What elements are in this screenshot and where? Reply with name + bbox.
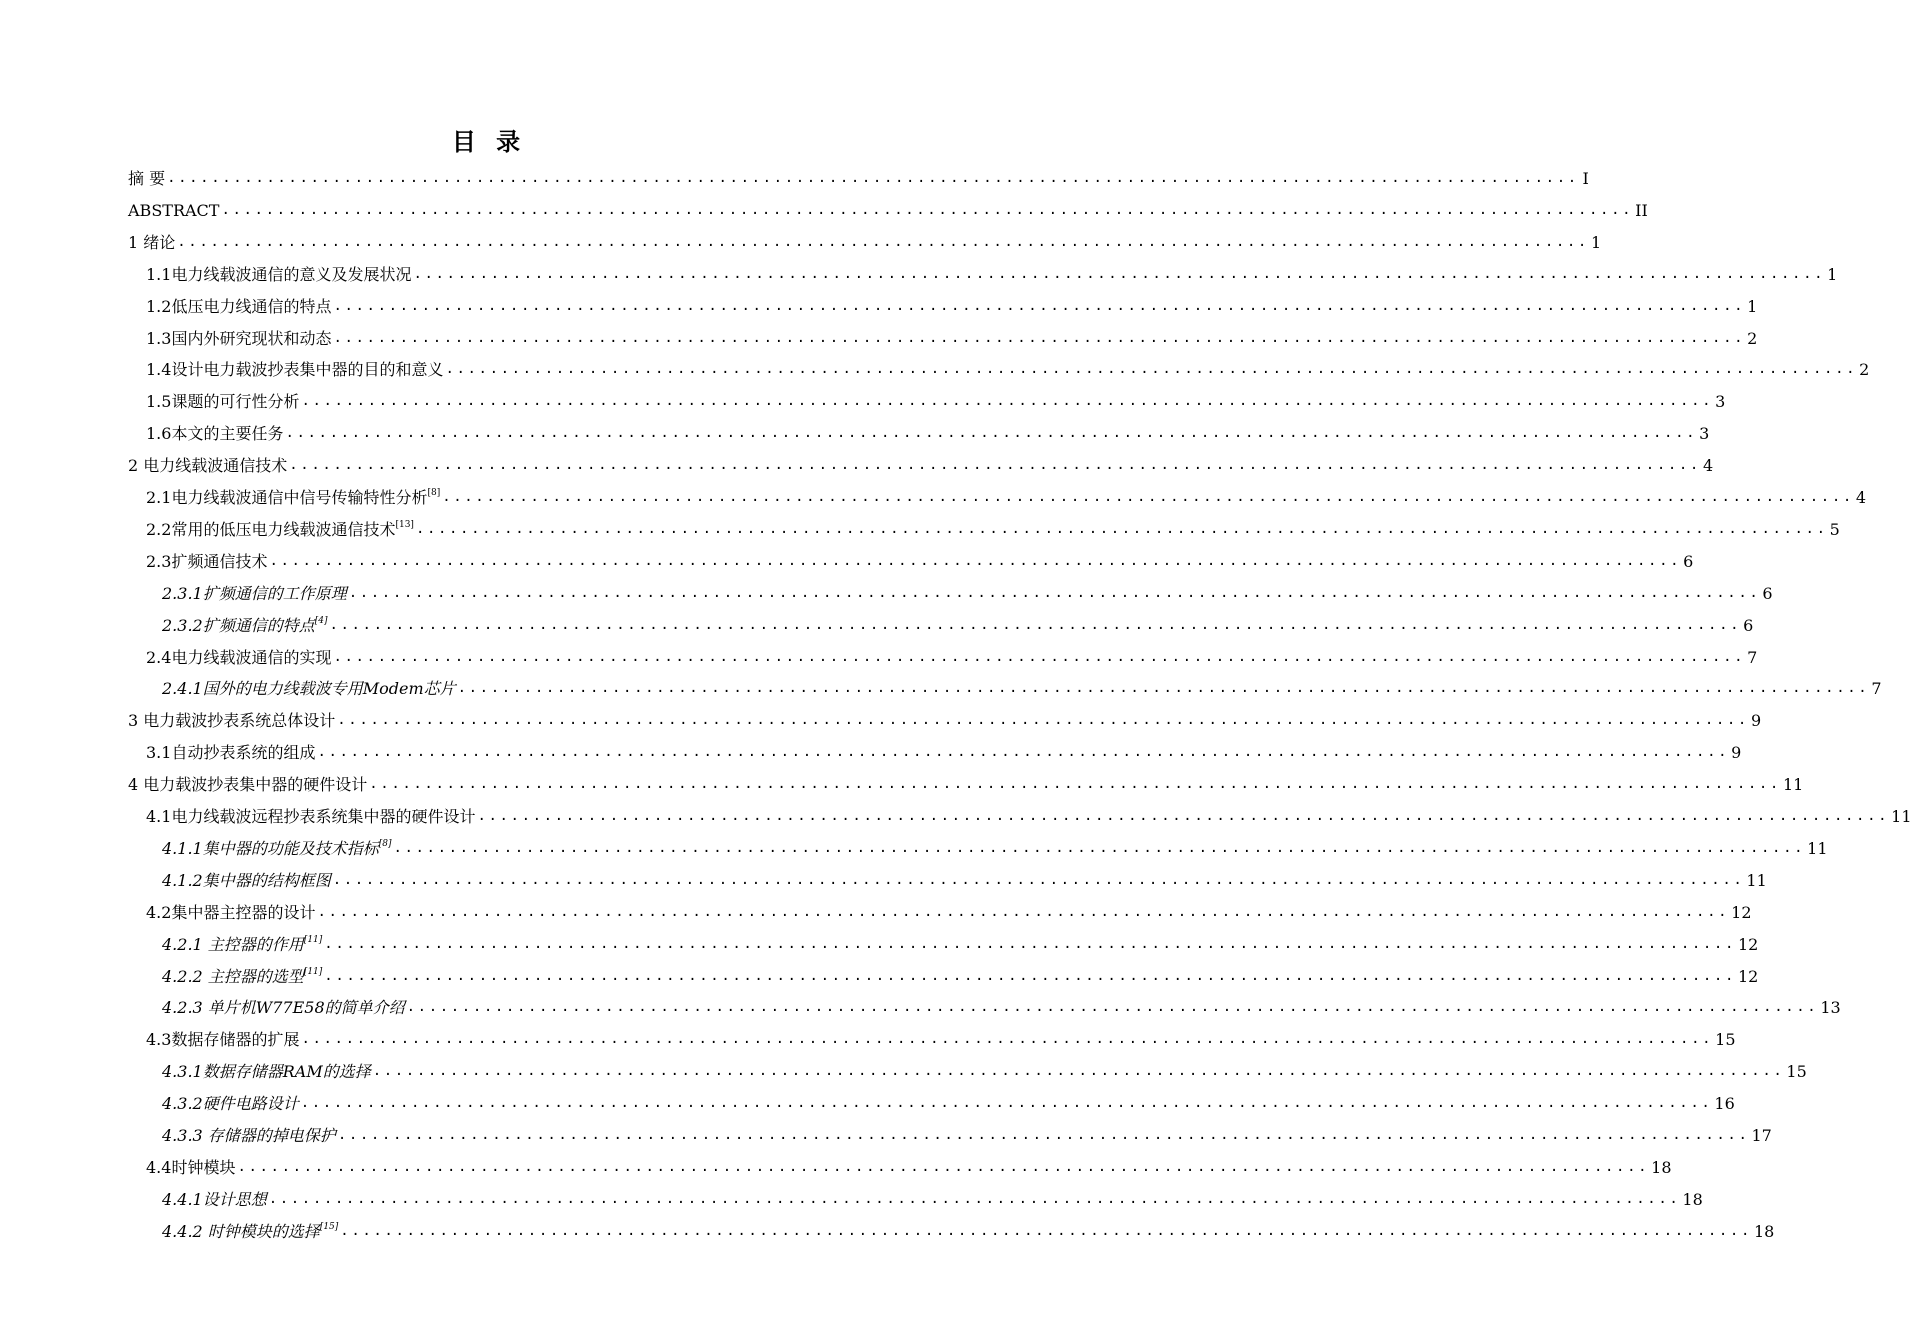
toc-entry[interactable]	[128, 766, 1804, 798]
toc-dot-leader: ................................................................................................................................	[289, 457, 1701, 474]
toc-entry[interactable]	[162, 830, 1828, 862]
toc-page-number: 11	[1746, 870, 1767, 890]
toc-entry-text: ABSTRACT	[128, 200, 220, 220]
toc-entry-text: 4.1电力线载波远程抄表系统集中器的硬件设计	[146, 807, 476, 826]
toc-entry[interactable]	[146, 894, 1752, 926]
toc-entry[interactable]	[162, 1053, 1807, 1085]
toc-dot-leader: ................................................................................................................................	[372, 1063, 1785, 1080]
toc-entry-label	[162, 1125, 336, 1149]
toc-page-number: 1	[1827, 264, 1838, 284]
toc-entry[interactable]	[146, 511, 1840, 543]
toc-entry[interactable]	[162, 575, 1773, 607]
toc-entry[interactable]	[146, 383, 1726, 415]
toc-entry-label	[162, 997, 405, 1021]
toc-dot-leader: ................................................................................................................................	[177, 233, 1589, 250]
toc-entry-label	[128, 168, 165, 192]
toc-entry-text: 2.3.2扩频通信的特点	[162, 615, 315, 635]
toc-dot-leader: ................................................................................................................................	[329, 616, 1742, 633]
toc-entry-citation: [13]	[395, 519, 414, 530]
toc-dot-leader: ................................................................................................................................	[301, 1031, 1714, 1048]
toc-dot-leader: ................................................................................................................................	[333, 329, 1746, 346]
toc-entry-text: 4.3.3 存储器的掉电保护	[162, 1126, 336, 1145]
toc-page-number: 15	[1786, 1062, 1807, 1082]
toc-entry[interactable]	[146, 256, 1838, 288]
toc-entry-text: 4.3数据存储器的扩展	[146, 1030, 300, 1050]
toc-dot-leader: ................................................................................................................................	[477, 808, 1890, 824]
toc-page-number: 12	[1731, 902, 1752, 922]
toc-dot-leader: ................................................................................................................................	[324, 967, 1736, 984]
toc-entry-label	[146, 359, 443, 383]
toc-entry[interactable]	[146, 734, 1742, 766]
toc-entry[interactable]	[162, 1213, 1775, 1245]
toc-dot-leader: ................................................................................................................................	[415, 520, 1828, 537]
toc-entry-label	[162, 678, 456, 702]
toc-dot-leader: ................................................................................................................................	[324, 935, 1736, 952]
toc-page-number: 7	[1747, 647, 1758, 667]
toc-entry-text: 2 电力线载波通信技术	[128, 456, 288, 476]
toc-page-number: 2	[1859, 360, 1870, 380]
toc-dot-leader: ................................................................................................................................	[300, 1095, 1713, 1112]
toc-entry-label	[146, 647, 331, 671]
toc-dot-leader: ................................................................................................................................	[301, 393, 1714, 410]
toc-dot-leader: ................................................................................................................................	[340, 1222, 1752, 1239]
toc-page-number: 18	[1651, 1157, 1672, 1177]
toc-entry-label	[128, 710, 335, 734]
toc-dot-leader: ................................................................................................................................	[393, 839, 1806, 856]
toc-entry-text: 3 电力载波抄表系统总体设计	[128, 711, 336, 731]
toc-entry[interactable]	[162, 862, 1767, 894]
toc-entry-text: 2.3扩频通信技术	[146, 551, 268, 571]
toc-entry-text: 4.2.3 单片机W77E58的简单介绍	[162, 998, 405, 1018]
toc-entry-text: 4.1.2集中器的结构框图	[162, 870, 331, 890]
toc-page-number: 6	[1683, 551, 1694, 571]
toc-entry-citation: [8]	[378, 838, 392, 849]
toc-entry-label	[128, 455, 287, 479]
toc-page-number: II	[1635, 200, 1648, 220]
toc-page-number: 13	[1820, 998, 1841, 1018]
toc-entry[interactable]	[162, 989, 1841, 1021]
toc-entry-label	[146, 806, 475, 830]
toc-entry-label	[162, 966, 322, 990]
toc-entry-label	[146, 328, 331, 352]
toc-page-number: 1	[1590, 232, 1602, 252]
toc-page-number: 2	[1747, 328, 1758, 348]
toc-entry-label	[128, 774, 367, 798]
toc-dot-leader: ................................................................................................................................	[268, 1190, 1681, 1207]
toc-entry[interactable]	[162, 958, 1759, 990]
toc-entry[interactable]	[146, 320, 1758, 352]
toc-entry-label	[162, 583, 347, 607]
toc-entry-label	[146, 1157, 235, 1181]
toc-page-number: 12	[1737, 934, 1759, 954]
toc-dot-leader: ................................................................................................................................	[269, 552, 1682, 569]
toc-dot-leader: ................................................................................................................................	[442, 489, 1854, 505]
toc-entry[interactable]	[146, 415, 1710, 447]
toc-entry[interactable]	[162, 1117, 1772, 1149]
toc-entry-label	[146, 1029, 299, 1053]
toc-entry-text: 4 电力载波抄表集中器的硬件设计	[128, 775, 368, 795]
toc-page-number: 4	[1855, 488, 1867, 507]
toc-dot-leader: ................................................................................................................................	[237, 1158, 1650, 1175]
toc-dot-leader: ................................................................................................................................	[221, 201, 1634, 218]
toc-entry-text: 4.3.1数据存储器RAM的选择	[162, 1062, 371, 1082]
toc-dot-leader: ................................................................................................................................	[317, 903, 1730, 920]
toc-entry-label	[162, 838, 391, 862]
toc-page-number: 11	[1891, 807, 1912, 826]
toc-page-number: 11	[1807, 838, 1828, 858]
toc-page-number: 11	[1782, 775, 1804, 795]
toc-dot-leader: ................................................................................................................................	[348, 584, 1761, 601]
toc-entry-text: 2.2常用的低压电力线载波通信技术	[146, 519, 396, 539]
toc-title: 目 录	[451, 128, 527, 156]
toc-page-number: 3	[1715, 392, 1726, 412]
toc-page-number: 9	[1731, 743, 1742, 763]
toc-entry-text: 3.1自动抄表系统的组成	[146, 743, 316, 763]
toc-dot-leader: ................................................................................................................................	[332, 871, 1745, 888]
toc-entry[interactable]	[128, 160, 1589, 192]
toc-entry-text: 1.6本文的主要任务	[146, 424, 284, 444]
toc-page-number: 18	[1753, 1221, 1775, 1241]
toc-entry[interactable]	[146, 288, 1758, 320]
toc-entry-label	[162, 934, 322, 958]
toc-entry[interactable]	[128, 447, 1714, 479]
toc-entry-label	[128, 200, 219, 224]
toc-entry[interactable]	[146, 1149, 1672, 1181]
toc-entry[interactable]	[146, 1021, 1736, 1053]
toc-dot-leader: ................................................................................................................................	[337, 1127, 1750, 1143]
toc-entry-label	[162, 1189, 267, 1213]
toc-dot-leader: ................................................................................................................................	[445, 361, 1858, 378]
toc-entry[interactable]	[146, 479, 1867, 511]
toc-entry-label	[146, 902, 315, 926]
toc-entry[interactable]	[162, 607, 1754, 639]
toc-entry-label	[146, 296, 331, 320]
toc-page-number: 12	[1737, 966, 1759, 986]
toc-page-number: 16	[1714, 1094, 1735, 1114]
toc-entry-text: 2.4.1国外的电力线载波专用Modem芯片	[162, 679, 456, 699]
toc-entry[interactable]	[146, 798, 1912, 830]
toc-dot-leader: ................................................................................................................................	[167, 170, 1579, 186]
toc-entry[interactable]	[128, 192, 1648, 224]
toc-entry-label	[146, 423, 283, 447]
toc-page-number: 15	[1715, 1030, 1736, 1050]
toc-entry[interactable]	[128, 702, 1762, 734]
toc-entry-text: 4.2集中器主控器的设计	[146, 902, 316, 922]
toc-entry-text: 1.1电力线载波通信的意义及发展状况	[146, 264, 412, 284]
toc-entry-label	[162, 870, 331, 894]
toc-entry-label	[146, 551, 267, 575]
toc-entry-text: 1.3国内外研究现状和动态	[146, 328, 332, 348]
toc-entry-text: 4.3.2硬件电路设计	[162, 1094, 299, 1114]
toc-entry-label	[146, 264, 411, 288]
toc-dot-leader: ................................................................................................................................	[369, 776, 1781, 793]
toc-entry-label	[128, 232, 175, 256]
toc-entry-label	[146, 391, 299, 415]
toc-entry-text: 1.4设计电力载波抄表集中器的目的和意义	[146, 360, 444, 380]
toc-entry[interactable]	[128, 224, 1602, 256]
toc-entry[interactable]	[162, 670, 1882, 702]
toc-entry-text: 4.2.1 主控器的作用	[162, 934, 304, 954]
toc-entry-citation: [4]	[314, 615, 328, 626]
toc-entry-citation: [11]	[303, 934, 323, 945]
toc-entry-text: 4.4.2 时钟模块的选择	[162, 1221, 320, 1241]
toc-page-number: 5	[1829, 519, 1840, 539]
toc-entry-text: 1 绪论	[128, 232, 176, 252]
toc-page-number: 6	[1762, 583, 1773, 603]
toc-dot-leader: ................................................................................................................................	[337, 712, 1749, 729]
toc-entry-text: 2.1电力线载波通信中信号传输特性分析	[146, 488, 428, 507]
toc-page-number: 3	[1699, 424, 1710, 444]
toc-entry-label	[162, 1221, 338, 1245]
toc-entry-text: 2.3.1扩频通信的工作原理	[162, 583, 347, 603]
toc-page-number: 9	[1750, 711, 1762, 731]
toc-entry-text: 4.4时钟模块	[146, 1157, 236, 1177]
toc-dot-leader: ................................................................................................................................	[413, 265, 1826, 282]
toc-entry-label	[146, 487, 440, 511]
toc-entry-text: 4.2.2 主控器的选型	[162, 966, 304, 986]
toc-dot-leader: ................................................................................................................................	[457, 680, 1870, 697]
toc-entry-label	[146, 519, 414, 543]
toc-entry[interactable]	[162, 1085, 1735, 1117]
toc-page-number: 7	[1871, 679, 1882, 699]
toc-dot-leader: ................................................................................................................................	[333, 648, 1746, 665]
toc-entry-label	[162, 615, 327, 639]
toc-entry[interactable]	[146, 639, 1758, 671]
toc-entry-citation: [15]	[319, 1221, 339, 1232]
toc-entry-text: 1.5课题的可行性分析	[146, 392, 300, 412]
toc-dot-leader: ................................................................................................................................	[317, 744, 1730, 761]
toc-entry-text: 摘 要	[128, 169, 166, 188]
toc-page-number: I	[1582, 169, 1589, 188]
toc-dot-leader: ................................................................................................................................	[285, 425, 1698, 442]
toc-entry-text: 2.4电力线载波通信的实现	[146, 647, 332, 667]
toc-entry-text: 1.2低压电力线通信的特点	[146, 296, 332, 316]
toc-entry[interactable]	[162, 1181, 1703, 1213]
toc-page-number: 18	[1682, 1189, 1703, 1209]
toc-page-number: 17	[1751, 1126, 1772, 1145]
toc-entry-label	[146, 742, 315, 766]
toc-page-number: 1	[1747, 296, 1758, 316]
toc-entry[interactable]	[146, 351, 1870, 383]
toc-entry-citation: [8]	[427, 488, 441, 498]
toc-dot-leader: ................................................................................................................................	[333, 297, 1746, 314]
toc-dot-leader: ................................................................................................................................	[406, 999, 1819, 1016]
toc-entry-text: 4.4.1设计思想	[162, 1189, 267, 1209]
toc-entry-citation: [11]	[303, 966, 323, 977]
toc-page-number: 4	[1702, 456, 1714, 476]
toc-entry[interactable]	[146, 543, 1694, 575]
toc-entry-text: 4.1.1集中器的功能及技术指标	[162, 838, 379, 858]
toc-page-number: 6	[1743, 615, 1754, 635]
toc-entry-label	[162, 1093, 299, 1117]
toc-entry[interactable]	[162, 926, 1759, 958]
toc-entry-label	[162, 1061, 371, 1085]
